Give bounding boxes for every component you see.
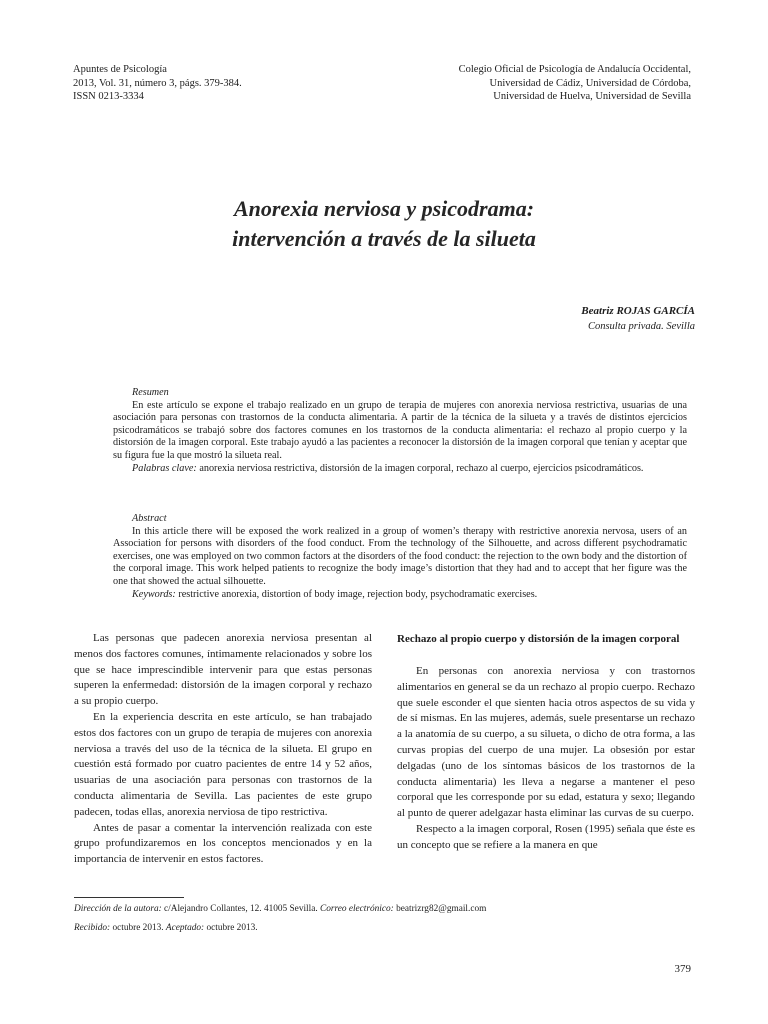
accepted-date: octubre 2013. (206, 923, 258, 933)
received-label: Recibido: (74, 923, 111, 933)
body-column-left (74, 631, 372, 868)
keywords-text: restrictive anorexia, distortion of body image, rejection body, psychodramatic exercises. (178, 588, 538, 600)
journal-name: Apuntes de Psicología (73, 64, 167, 75)
abstract-text: In this article there will be exposed the work realized in a group of women’s therapy with restrictive anorexia nervosa, users of an Association for persons with disorders of the food conduct. From the technology of the Silhouette, and across different psychodramatic exercises, one was employed on two common factors at the disorders of the food conduct: the rejection to the own body and the distortion of the corporal image. This work helped patients to recognize the body image’s distortion that they had and to accept that her figure was the one that showed the actual silhouette. (113, 525, 687, 587)
footnote-address (74, 903, 486, 915)
article-title (0, 194, 768, 254)
publisher-info (459, 63, 691, 104)
body-paragraph: En la experiencia descrita en este artículo, se han trabajado estos dos factores con un grupo de terapia de mujeres con anorexia nerviosa a través del uso de la técnica de la silueta. El grupo en cuestión está formado por cuatro pacientes de entre 14 y 52 años, usuarias de una asociación para personas con trastornos de la conducta alimentaria de Sevilla. Las pacientes de este grupo padecen, todas ellas, anorexia nerviosa de tipo restrictiva. (74, 710, 372, 818)
footnote-divider (74, 897, 184, 898)
address-text: c/Alejandro Collantes, 12. 41005 Sevilla. (164, 904, 318, 914)
body-paragraph: Las personas que padecen anorexia nerviosa presentan al menos dos factores comunes, íntimamente relacionados y sobre los que se hace imprescindible intervenir para que estas personas superen la enfermedad: distorsión de la imagen corporal y rechazo a su propio cuerpo. (74, 632, 372, 708)
accepted-label: Aceptado: (165, 923, 205, 933)
abstract-keywords (113, 589, 687, 602)
footnote-dates (74, 922, 258, 934)
address-label: Dirección de la autora: (74, 904, 162, 914)
publisher-line: Colegio Oficial de Psicología de Andalucía Occidental, (458, 64, 691, 75)
author-affiliation: Consulta privada. Sevilla (587, 321, 695, 332)
keywords-text: anorexia nerviosa restrictiva, distorsión de la imagen corporal, rechazo al cuerpo, ejercicios psicodramáticos. (199, 462, 644, 474)
body-paragraph: Respecto a la imagen corporal, Rosen (1995) señala que éste es un concepto que se refiere a la manera en que (397, 822, 695, 851)
publisher-line: Universidad de Cádiz, Universidad de Córdoba, (489, 77, 691, 89)
publisher-line: Universidad de Huelva, Universidad de Sevilla (493, 91, 691, 103)
keywords-label: Palabras clave: (132, 462, 197, 474)
body-paragraph: En personas con anorexia nerviosa y con trastornos alimentarios en general se da un rechazo al propio cuerpo. Rechazo que suele esconder el que sienten hacia otros aspectos de su vida y de sí mismas. En las mujeres, además, suele presentarse un rechazo a la anatomía de su cuerpo, a su silueta, o dicho de otra forma, a las curvas propias del cuerpo de una mujer. La obsesión por estar delgadas (uno de los síntomas básicos de los trastornos de la conducta alimentaria) les lleva a negarse a mantener el peso corporal que les corresponde por su edad, estatura y sexo; llegando al punto de querer adelgazar hasta eliminar las curvas de su cuerpo. (397, 665, 695, 820)
email-text: beatrizrg82@gmail.com (396, 904, 487, 914)
keywords-label: Keywords: (132, 588, 176, 600)
resumen-heading: Resumen (132, 387, 169, 398)
title-line-1: Anorexia nerviosa y psicodrama: (233, 196, 535, 221)
section-heading: Rechazo al propio cuerpo y distorsión de la imagen corporal (397, 633, 680, 645)
body-paragraph: Antes de pasar a comentar la intervención realizada con este grupo profundizaremos en los conceptos mencionados y en la importancia de intervenir en estos factores. (74, 821, 372, 866)
journal-info (73, 63, 242, 104)
abstract-block (113, 513, 687, 601)
resumen-keywords (113, 463, 687, 476)
journal-issn: ISSN 0213-3334 (73, 91, 144, 103)
received-date: octubre 2013. (112, 923, 164, 933)
author-block (581, 304, 695, 334)
resumen-text: En este artículo se expone el trabajo realizado en un grupo de terapia de mujeres con anorexia nerviosa restrictiva, usuarias de una asociación para personas con trastornos de la conducta alimentaria. A partir de la técnica de la silueta y a través de distintos ejercicios psicodramáticos se trabajó sobre dos factores comunes en los trastornos de la conducta alimentaria: el rechazo al propio cuerpo y la distorsión de la imagen corporal. Este trabajo ayudó a las pacientes a reconocer la distorsión de la imagen corporal que tenían y aceptar que su figura fue la que mostró la silueta real. (113, 399, 687, 461)
page-number: 379 (674, 963, 691, 975)
abstract-heading: Abstract (132, 513, 167, 524)
journal-volume: 2013, Vol. 31, número 3, págs. 379-384. (73, 77, 242, 89)
author-name: Beatriz ROJAS GARCÍA (581, 305, 695, 317)
resumen-block (113, 387, 687, 475)
title-line-2: intervención a través de la silueta (232, 226, 536, 251)
body-column-right (397, 631, 695, 854)
email-label: Correo electrónico: (320, 904, 394, 914)
